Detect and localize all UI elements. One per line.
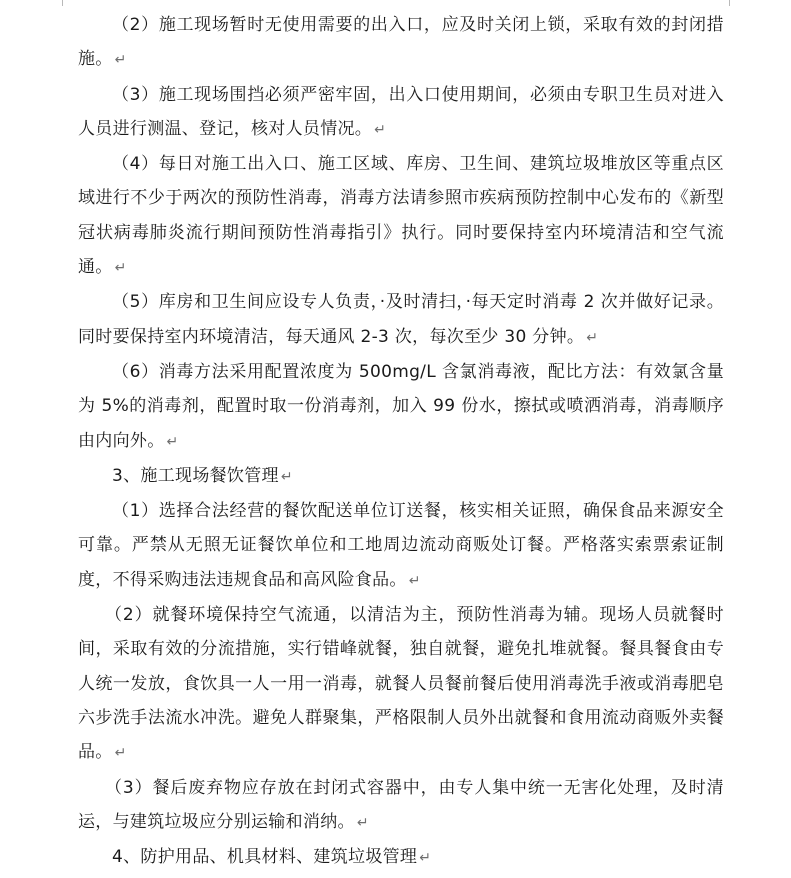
paragraph-mark-icon: ↵ xyxy=(586,329,599,346)
paragraph-mark-icon: ↵ xyxy=(408,572,421,589)
paragraph-dining-environment xyxy=(78,598,724,770)
margin-corner-mark-right xyxy=(729,0,740,6)
margin-corner-mark-left xyxy=(52,0,63,6)
paragraph-waste-handling xyxy=(78,771,724,841)
paragraph-mark-icon: ↵ xyxy=(374,121,387,138)
paragraph-text: （3）施工现场围挡必须严密牢固，出入口使用期间，必须由专职卫生员对进入人员进行测温、登记，核对人员情况。 xyxy=(78,84,724,139)
paragraph-text: （2）就餐环境保持空气流通，以清洁为主，预防性消毒为辅。现场人员就餐时间，采取有效的分流措施，实行错峰就餐，独自就餐，避免扎堆就餐。餐具餐食由专人统一发放，食饮具一人一用一消毒，就餐人员餐前餐后使用消毒洗手液或消毒肥皂六步洗手法流水冲洗。避免人群聚集，严格限制人员外出就餐和食用流动商贩外卖餐品。 xyxy=(78,605,724,763)
heading-text: 3、施工现场餐饮管理 xyxy=(112,465,279,486)
paragraph-daily-disinfection xyxy=(78,147,724,285)
paragraph-mark-icon: ↵ xyxy=(280,468,293,485)
paragraph-text: （5）库房和卫生间应设专人负责，·及时清扫，·每天定时消毒 2 次并做好记录。同时要保持室内环境清洁，每天通风 2-3 次，每次至少 30 分钟。 xyxy=(78,292,724,347)
paragraph-mark-icon: ↵ xyxy=(114,745,127,762)
section-heading-protective-equipment xyxy=(78,840,724,875)
paragraph-text: （1）选择合法经营的餐饮配送单位订送餐，核实相关证照，确保食品来源安全可靠。严禁从无照无证餐饮单位和工地周边流动商贩处订餐。严格落实索票索证制度，不得采购违法违规食品和高风险食品。 xyxy=(78,501,724,590)
paragraph-entrance-closure xyxy=(78,8,724,78)
paragraph-mark-icon: ↵ xyxy=(419,850,432,867)
heading-text: 4、防护用品、机具材料、建筑垃圾管理 xyxy=(112,847,418,868)
paragraph-text: （4）每日对施工出入口、施工区域、库房、卫生间、建筑垃圾堆放区等重点区域进行不少于两次的预防性消毒，消毒方法请参照市疾病预防控制中心发布的《新型冠状病毒肺炎流行期间预防性消毒指引》执行。同时要保持室内环境清洁和空气流通。 xyxy=(78,154,724,278)
paragraph-text: （3）餐后废弃物应存放在封闭式容器中，由专人集中统一无害化处理，及时清运，与建筑垃圾应分别运输和消纳。 xyxy=(78,777,724,832)
paragraph-storage-and-restroom xyxy=(78,285,724,355)
section-heading-catering xyxy=(78,459,724,494)
paragraph-text: （2）施工现场暂时无使用需要的出入口，应及时关闭上锁，采取有效的封闭措施。 xyxy=(78,15,724,70)
paragraph-mark-icon: ↵ xyxy=(356,814,369,831)
paragraph-mark-icon: ↵ xyxy=(114,52,127,69)
paragraph-fence-and-screening xyxy=(78,78,724,148)
paragraph-text: （6）消毒方法采用配置浓度为 500mg/L 含氯消毒液，配比方法：有效氯含量为 5%的消毒剂，配置时取一份消毒剂，加入 99 份水，擦拭或喷洒消毒，消毒顺序由内向外。 xyxy=(78,361,724,451)
paragraph-disinfection-method xyxy=(78,355,724,459)
document-body[interactable] xyxy=(78,8,724,875)
paragraph-mark-icon: ↵ xyxy=(114,260,127,277)
paragraph-catering-supplier xyxy=(78,494,724,598)
paragraph-mark-icon: ↵ xyxy=(166,433,179,450)
